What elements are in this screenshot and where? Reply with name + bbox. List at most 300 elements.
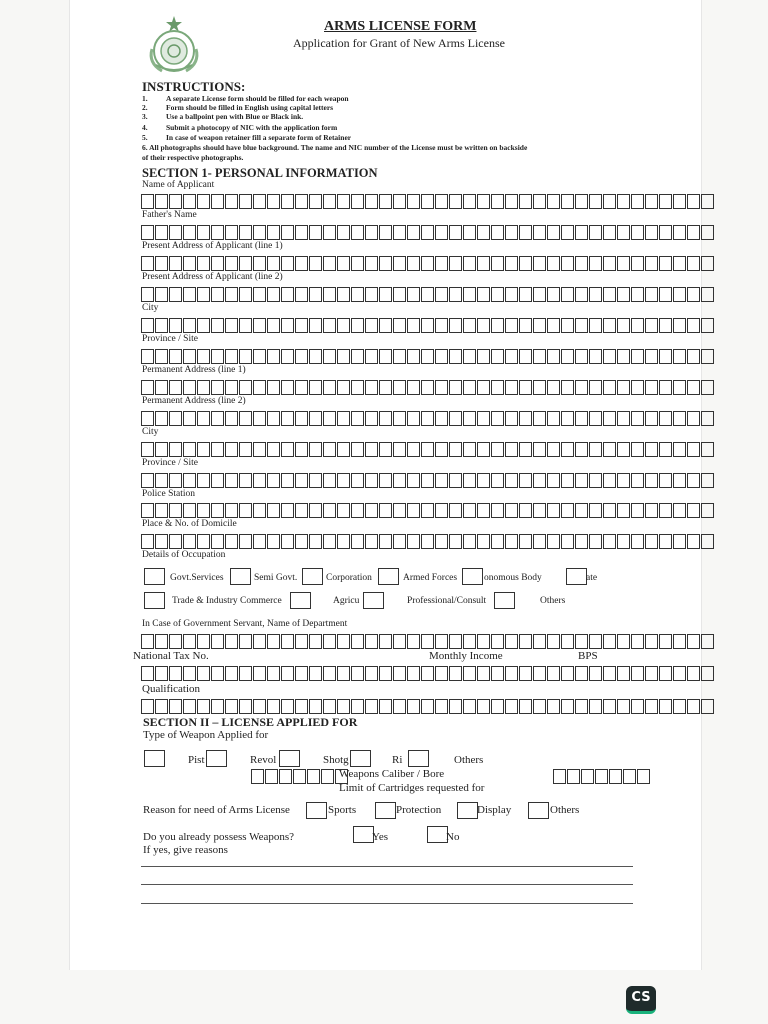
char-box[interactable] — [351, 256, 364, 271]
char-box[interactable] — [609, 769, 622, 784]
occupation-trade-industry-checkbox[interactable] — [144, 592, 165, 609]
reasons-line-3[interactable] — [141, 903, 633, 904]
char-box[interactable] — [393, 194, 406, 209]
char-box[interactable] — [617, 534, 630, 549]
char-box[interactable] — [279, 769, 292, 784]
char-box[interactable] — [547, 534, 560, 549]
reason-others-checkbox[interactable] — [528, 802, 549, 819]
char-box[interactable] — [379, 442, 392, 457]
char-box[interactable] — [463, 442, 476, 457]
char-box[interactable] — [253, 194, 266, 209]
char-box[interactable] — [561, 699, 574, 714]
char-box[interactable] — [197, 411, 210, 426]
char-box[interactable] — [589, 442, 602, 457]
char-box[interactable] — [449, 411, 462, 426]
char-box[interactable] — [595, 769, 608, 784]
char-box[interactable] — [673, 380, 686, 395]
char-box[interactable] — [407, 225, 420, 240]
char-box[interactable] — [211, 534, 224, 549]
char-box[interactable] — [533, 380, 546, 395]
char-box[interactable] — [295, 287, 308, 302]
char-box[interactable] — [603, 349, 616, 364]
char-box[interactable] — [547, 699, 560, 714]
char-box[interactable] — [547, 634, 560, 649]
char-box[interactable] — [211, 634, 224, 649]
occupation-private-checkbox[interactable] — [566, 568, 587, 585]
char-box[interactable] — [631, 503, 644, 518]
char-box[interactable] — [379, 194, 392, 209]
char-box[interactable] — [589, 256, 602, 271]
char-box[interactable] — [407, 442, 420, 457]
char-box[interactable] — [281, 318, 294, 333]
char-box[interactable] — [575, 411, 588, 426]
char-box[interactable] — [449, 349, 462, 364]
national-tax-income-bps-input[interactable] — [141, 666, 715, 681]
char-box[interactable] — [435, 534, 448, 549]
char-box[interactable] — [519, 634, 532, 649]
char-box[interactable] — [407, 380, 420, 395]
occupation-agriculture-checkbox[interactable] — [363, 592, 384, 609]
char-box[interactable] — [617, 411, 630, 426]
char-box[interactable] — [477, 318, 490, 333]
char-box[interactable] — [463, 287, 476, 302]
char-box[interactable] — [519, 699, 532, 714]
char-box[interactable] — [393, 411, 406, 426]
char-box[interactable] — [281, 634, 294, 649]
char-box[interactable] — [477, 411, 490, 426]
char-box[interactable] — [519, 442, 532, 457]
char-box[interactable] — [379, 411, 392, 426]
char-box[interactable] — [561, 534, 574, 549]
char-box[interactable] — [491, 634, 504, 649]
char-box[interactable] — [407, 534, 420, 549]
char-box[interactable] — [533, 349, 546, 364]
char-box[interactable] — [295, 194, 308, 209]
char-box[interactable] — [673, 534, 686, 549]
fathers-name-input[interactable] — [141, 225, 715, 240]
char-box[interactable] — [673, 194, 686, 209]
char-box[interactable] — [183, 225, 196, 240]
char-box[interactable] — [505, 666, 518, 681]
char-box[interactable] — [449, 534, 462, 549]
char-box[interactable] — [281, 666, 294, 681]
char-box[interactable] — [435, 256, 448, 271]
char-box[interactable] — [505, 287, 518, 302]
char-box[interactable] — [631, 318, 644, 333]
char-box[interactable] — [617, 256, 630, 271]
char-box[interactable] — [407, 349, 420, 364]
char-box[interactable] — [421, 194, 434, 209]
char-box[interactable] — [239, 194, 252, 209]
char-box[interactable] — [253, 225, 266, 240]
char-box[interactable] — [561, 318, 574, 333]
char-box[interactable] — [449, 473, 462, 488]
char-box[interactable] — [197, 380, 210, 395]
char-box[interactable] — [547, 411, 560, 426]
char-box[interactable] — [491, 699, 504, 714]
char-box[interactable] — [449, 699, 462, 714]
char-box[interactable] — [505, 473, 518, 488]
char-box[interactable] — [561, 194, 574, 209]
char-box[interactable] — [225, 442, 238, 457]
char-box[interactable] — [323, 287, 336, 302]
char-box[interactable] — [307, 769, 320, 784]
char-box[interactable] — [589, 473, 602, 488]
char-box[interactable] — [659, 411, 672, 426]
char-box[interactable] — [211, 699, 224, 714]
char-box[interactable] — [491, 225, 504, 240]
char-box[interactable] — [519, 666, 532, 681]
char-box[interactable] — [687, 473, 700, 488]
char-box[interactable] — [309, 442, 322, 457]
char-box[interactable] — [561, 256, 574, 271]
char-box[interactable] — [687, 442, 700, 457]
char-box[interactable] — [673, 699, 686, 714]
char-box[interactable] — [197, 699, 210, 714]
char-box[interactable] — [267, 411, 280, 426]
char-box[interactable] — [309, 194, 322, 209]
char-box[interactable] — [449, 634, 462, 649]
char-box[interactable] — [239, 503, 252, 518]
char-box[interactable] — [463, 411, 476, 426]
char-box[interactable] — [659, 256, 672, 271]
char-box[interactable] — [365, 287, 378, 302]
char-box[interactable] — [183, 534, 196, 549]
char-box[interactable] — [295, 503, 308, 518]
char-box[interactable] — [337, 442, 350, 457]
char-box[interactable] — [407, 699, 420, 714]
char-box[interactable] — [141, 194, 154, 209]
char-box[interactable] — [491, 503, 504, 518]
char-box[interactable] — [281, 442, 294, 457]
char-box[interactable] — [379, 634, 392, 649]
char-box[interactable] — [393, 473, 406, 488]
char-box[interactable] — [547, 256, 560, 271]
char-box[interactable] — [645, 287, 658, 302]
char-box[interactable] — [407, 503, 420, 518]
char-box[interactable] — [505, 699, 518, 714]
occupation-govt-services-checkbox[interactable] — [144, 568, 165, 585]
char-box[interactable] — [491, 318, 504, 333]
char-box[interactable] — [351, 666, 364, 681]
char-box[interactable] — [351, 442, 364, 457]
city-input[interactable] — [141, 318, 715, 333]
permanent-address-2-input[interactable] — [141, 411, 715, 426]
char-box[interactable] — [169, 534, 182, 549]
char-box[interactable] — [295, 666, 308, 681]
char-box[interactable] — [589, 225, 602, 240]
char-box[interactable] — [547, 442, 560, 457]
char-box[interactable] — [253, 349, 266, 364]
char-box[interactable] — [225, 473, 238, 488]
char-box[interactable] — [631, 699, 644, 714]
weapon-caliber-input[interactable] — [251, 769, 349, 784]
occupation-autonomous-body-checkbox[interactable] — [462, 568, 483, 585]
char-box[interactable] — [575, 318, 588, 333]
char-box[interactable] — [197, 318, 210, 333]
char-box[interactable] — [631, 666, 644, 681]
char-box[interactable] — [701, 349, 714, 364]
char-box[interactable] — [379, 699, 392, 714]
char-box[interactable] — [631, 473, 644, 488]
char-box[interactable] — [505, 256, 518, 271]
char-box[interactable] — [379, 380, 392, 395]
char-box[interactable] — [659, 194, 672, 209]
char-box[interactable] — [281, 534, 294, 549]
char-box[interactable] — [575, 194, 588, 209]
char-box[interactable] — [309, 534, 322, 549]
char-box[interactable] — [337, 699, 350, 714]
char-box[interactable] — [687, 349, 700, 364]
char-box[interactable] — [253, 287, 266, 302]
char-box[interactable] — [281, 473, 294, 488]
char-box[interactable] — [251, 769, 264, 784]
char-box[interactable] — [575, 473, 588, 488]
char-box[interactable] — [365, 699, 378, 714]
char-box[interactable] — [365, 380, 378, 395]
char-box[interactable] — [547, 287, 560, 302]
char-box[interactable] — [701, 442, 714, 457]
char-box[interactable] — [253, 256, 266, 271]
char-box[interactable] — [659, 442, 672, 457]
char-box[interactable] — [547, 503, 560, 518]
char-box[interactable] — [155, 666, 168, 681]
char-box[interactable] — [435, 225, 448, 240]
char-box[interactable] — [239, 699, 252, 714]
char-box[interactable] — [197, 194, 210, 209]
char-box[interactable] — [463, 503, 476, 518]
char-box[interactable] — [519, 194, 532, 209]
char-box[interactable] — [561, 411, 574, 426]
char-box[interactable] — [589, 666, 602, 681]
char-box[interactable] — [169, 503, 182, 518]
char-box[interactable] — [645, 349, 658, 364]
char-box[interactable] — [603, 534, 616, 549]
char-box[interactable] — [533, 699, 546, 714]
char-box[interactable] — [351, 534, 364, 549]
char-box[interactable] — [337, 473, 350, 488]
char-box[interactable] — [197, 634, 210, 649]
char-box[interactable] — [197, 256, 210, 271]
char-box[interactable] — [589, 318, 602, 333]
char-box[interactable] — [645, 699, 658, 714]
char-box[interactable] — [239, 380, 252, 395]
char-box[interactable] — [589, 349, 602, 364]
char-box[interactable] — [365, 503, 378, 518]
char-box[interactable] — [379, 534, 392, 549]
char-box[interactable] — [365, 666, 378, 681]
char-box[interactable] — [659, 225, 672, 240]
char-box[interactable] — [225, 318, 238, 333]
char-box[interactable] — [281, 194, 294, 209]
char-box[interactable] — [309, 256, 322, 271]
char-box[interactable] — [449, 225, 462, 240]
char-box[interactable] — [435, 666, 448, 681]
char-box[interactable] — [617, 699, 630, 714]
char-box[interactable] — [631, 534, 644, 549]
char-box[interactable] — [197, 349, 210, 364]
char-box[interactable] — [673, 634, 686, 649]
char-box[interactable] — [293, 769, 306, 784]
char-box[interactable] — [239, 349, 252, 364]
char-box[interactable] — [267, 349, 280, 364]
char-box[interactable] — [659, 534, 672, 549]
reasons-line-2[interactable] — [141, 884, 633, 885]
char-box[interactable] — [309, 225, 322, 240]
char-box[interactable] — [701, 225, 714, 240]
char-box[interactable] — [463, 634, 476, 649]
char-box[interactable] — [519, 225, 532, 240]
char-box[interactable] — [141, 287, 154, 302]
char-box[interactable] — [449, 318, 462, 333]
char-box[interactable] — [687, 666, 700, 681]
char-box[interactable] — [267, 473, 280, 488]
char-box[interactable] — [393, 318, 406, 333]
char-box[interactable] — [623, 769, 636, 784]
char-box[interactable] — [337, 194, 350, 209]
char-box[interactable] — [701, 318, 714, 333]
char-box[interactable] — [351, 411, 364, 426]
char-box[interactable] — [365, 225, 378, 240]
char-box[interactable] — [589, 287, 602, 302]
char-box[interactable] — [155, 503, 168, 518]
char-box[interactable] — [435, 194, 448, 209]
char-box[interactable] — [659, 380, 672, 395]
char-box[interactable] — [365, 473, 378, 488]
char-box[interactable] — [351, 634, 364, 649]
char-box[interactable] — [575, 534, 588, 549]
char-box[interactable] — [477, 699, 490, 714]
char-box[interactable] — [463, 349, 476, 364]
char-box[interactable] — [491, 473, 504, 488]
char-box[interactable] — [701, 503, 714, 518]
char-box[interactable] — [169, 256, 182, 271]
char-box[interactable] — [169, 442, 182, 457]
char-box[interactable] — [197, 503, 210, 518]
char-box[interactable] — [463, 666, 476, 681]
present-address-2-input[interactable] — [141, 287, 715, 302]
char-box[interactable] — [435, 287, 448, 302]
char-box[interactable] — [323, 225, 336, 240]
char-box[interactable] — [379, 318, 392, 333]
char-box[interactable] — [323, 634, 336, 649]
char-box[interactable] — [603, 442, 616, 457]
char-box[interactable] — [169, 473, 182, 488]
char-box[interactable] — [463, 534, 476, 549]
char-box[interactable] — [421, 442, 434, 457]
char-box[interactable] — [407, 287, 420, 302]
char-box[interactable] — [239, 256, 252, 271]
char-box[interactable] — [617, 287, 630, 302]
char-box[interactable] — [421, 699, 434, 714]
char-box[interactable] — [155, 634, 168, 649]
char-box[interactable] — [491, 287, 504, 302]
char-box[interactable] — [309, 380, 322, 395]
char-box[interactable] — [267, 256, 280, 271]
char-box[interactable] — [183, 256, 196, 271]
char-box[interactable] — [449, 256, 462, 271]
char-box[interactable] — [225, 287, 238, 302]
char-box[interactable] — [617, 666, 630, 681]
char-box[interactable] — [267, 194, 280, 209]
char-box[interactable] — [155, 194, 168, 209]
char-box[interactable] — [225, 534, 238, 549]
char-box[interactable] — [155, 318, 168, 333]
char-box[interactable] — [603, 194, 616, 209]
char-box[interactable] — [659, 503, 672, 518]
char-box[interactable] — [519, 256, 532, 271]
char-box[interactable] — [561, 380, 574, 395]
char-box[interactable] — [197, 534, 210, 549]
char-box[interactable] — [533, 194, 546, 209]
char-box[interactable] — [687, 287, 700, 302]
char-box[interactable] — [211, 411, 224, 426]
char-box[interactable] — [323, 380, 336, 395]
reason-display-checkbox[interactable] — [457, 802, 478, 819]
char-box[interactable] — [449, 194, 462, 209]
char-box[interactable] — [365, 318, 378, 333]
char-box[interactable] — [519, 503, 532, 518]
char-box[interactable] — [295, 634, 308, 649]
char-box[interactable] — [323, 534, 336, 549]
char-box[interactable] — [351, 699, 364, 714]
char-box[interactable] — [379, 349, 392, 364]
weapon-type-checkbox[interactable] — [144, 750, 165, 767]
char-box[interactable] — [337, 349, 350, 364]
char-box[interactable] — [505, 225, 518, 240]
char-box[interactable] — [351, 349, 364, 364]
char-box[interactable] — [589, 634, 602, 649]
char-box[interactable] — [673, 225, 686, 240]
char-box[interactable] — [323, 194, 336, 209]
char-box[interactable] — [323, 318, 336, 333]
char-box[interactable] — [673, 442, 686, 457]
char-box[interactable] — [463, 473, 476, 488]
char-box[interactable] — [533, 256, 546, 271]
char-box[interactable] — [561, 225, 574, 240]
char-box[interactable] — [533, 534, 546, 549]
char-box[interactable] — [393, 287, 406, 302]
char-box[interactable] — [365, 411, 378, 426]
char-box[interactable] — [519, 287, 532, 302]
char-box[interactable] — [323, 473, 336, 488]
char-box[interactable] — [561, 666, 574, 681]
char-box[interactable] — [211, 225, 224, 240]
char-box[interactable] — [645, 473, 658, 488]
char-box[interactable] — [393, 699, 406, 714]
char-box[interactable] — [491, 194, 504, 209]
char-box[interactable] — [211, 442, 224, 457]
char-box[interactable] — [379, 287, 392, 302]
char-box[interactable] — [239, 411, 252, 426]
char-box[interactable] — [659, 666, 672, 681]
char-box[interactable] — [463, 318, 476, 333]
char-box[interactable] — [687, 634, 700, 649]
char-box[interactable] — [603, 225, 616, 240]
char-box[interactable] — [155, 699, 168, 714]
char-box[interactable] — [547, 349, 560, 364]
char-box[interactable] — [267, 666, 280, 681]
char-box[interactable] — [169, 287, 182, 302]
char-box[interactable] — [561, 503, 574, 518]
char-box[interactable] — [281, 699, 294, 714]
char-box[interactable] — [267, 534, 280, 549]
char-box[interactable] — [687, 256, 700, 271]
name-of-applicant-input[interactable] — [141, 194, 715, 209]
char-box[interactable] — [421, 318, 434, 333]
char-box[interactable] — [631, 287, 644, 302]
char-box[interactable] — [435, 699, 448, 714]
